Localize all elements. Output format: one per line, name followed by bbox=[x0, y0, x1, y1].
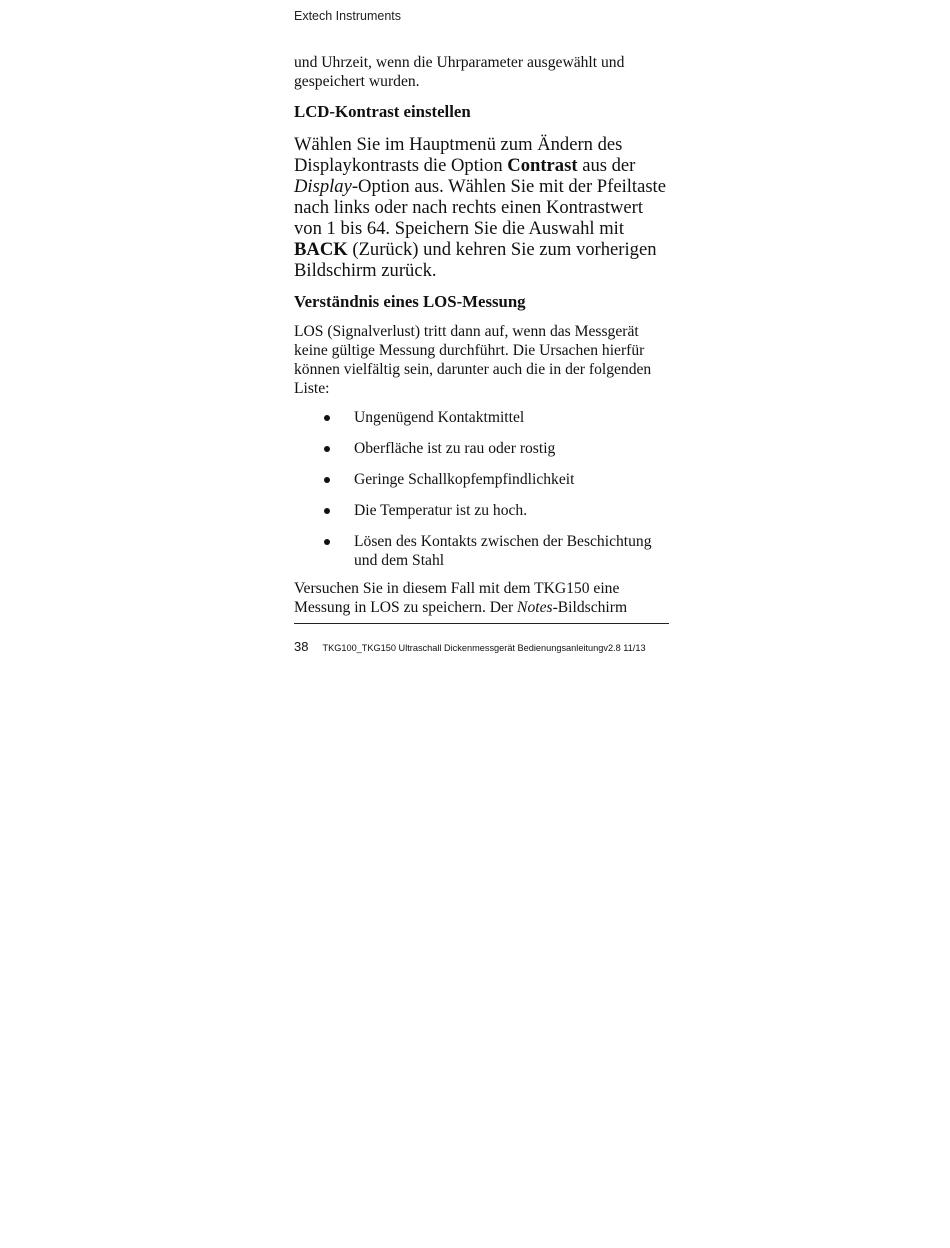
lcd-text-1: Wählen Sie im Hauptmenü zum Ändern des Displaykontrasts die Option bbox=[294, 134, 623, 176]
bullet-icon bbox=[324, 415, 330, 421]
document-title: TKG100_TKG150 Ultraschall Dickenmessgerät Bedienungsanleitungv2.8 11/13 bbox=[322, 643, 646, 653]
list-item bbox=[294, 470, 669, 489]
lcd-text-4: (Zurück) und kehren Sie zum vorherigen Bildschirm zurück. bbox=[294, 239, 657, 281]
list-item bbox=[294, 439, 669, 458]
list-item-text: Lösen des Kontakts zwischen der Beschichtung und dem Stahl bbox=[354, 533, 652, 569]
paragraph-continuation: und Uhrzeit, wenn die Uhrparameter ausgewählt und gespeichert wurden. bbox=[294, 54, 625, 90]
running-footer bbox=[294, 638, 646, 656]
list-item-text: Ungenügend Kontaktmittel bbox=[354, 409, 525, 426]
heading-lcd-contrast: LCD-Kontrast einstellen bbox=[294, 102, 471, 121]
final-text-2: -Bildschirm bbox=[552, 599, 628, 616]
list-item bbox=[294, 532, 669, 570]
list-item bbox=[294, 408, 669, 427]
bullet-icon bbox=[324, 508, 330, 514]
lcd-text-2: aus der bbox=[577, 155, 636, 176]
paragraph-los: LOS (Signalverlust) tritt dann auf, wenn das Messgerät keine gültige Messung durchführt. Die Ursachen hierfür können vielfältig sein, darunter auch die in der folgenden Liste: bbox=[294, 323, 652, 397]
lcd-italic-display: Display bbox=[294, 176, 352, 197]
bullet-icon bbox=[324, 446, 330, 452]
heading-los: Verständnis eines LOS-Messung bbox=[294, 292, 526, 311]
cause-list bbox=[294, 408, 669, 570]
list-item-text: Geringe Schallkopfempfindlichkeit bbox=[354, 471, 575, 488]
lcd-bold-back: BACK bbox=[294, 239, 348, 260]
list-item-text: Oberfläche ist zu rau oder rostig bbox=[354, 440, 556, 457]
paragraph-lcd-contrast bbox=[294, 134, 669, 281]
list-item-text: Die Temperatur ist zu hoch. bbox=[354, 502, 528, 519]
bullet-icon bbox=[324, 477, 330, 483]
page-number: 38 bbox=[294, 639, 309, 654]
paragraph-final bbox=[294, 579, 669, 617]
footer-divider bbox=[294, 623, 669, 624]
running-header: Extech Instruments bbox=[294, 9, 401, 23]
lcd-bold-contrast: Contrast bbox=[507, 155, 578, 176]
final-text-1: Versuchen Sie in diesem Fall mit dem TKG150 eine Messung in LOS zu speichern. Der bbox=[294, 580, 620, 616]
page-body bbox=[294, 53, 669, 617]
bullet-icon bbox=[324, 539, 330, 545]
list-item bbox=[294, 501, 669, 520]
lcd-text-3: -Option aus. Wählen Sie mit der Pfeiltaste nach links oder nach rechts einen Kontrastwert von 1 bis 64. Speichern Sie die Auswahl mit bbox=[294, 176, 666, 239]
final-italic-notes: Notes bbox=[517, 599, 553, 616]
